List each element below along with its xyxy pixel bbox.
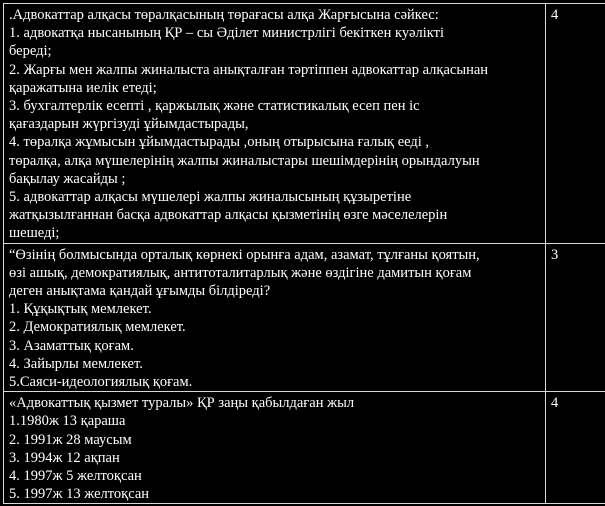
question-cell-3 (4, 392, 546, 504)
question-line: 4. Зайырлы мемлекет. (9, 355, 143, 372)
answer-cell-2: 3 (546, 243, 605, 392)
question-line: қағаздарын жүргізуді ұйымдастырады, (9, 116, 249, 133)
table-row (4, 243, 605, 392)
question-line: 1. Құқықтық мемлекет. (9, 301, 152, 318)
question-line: 3. бухгалтерлік есепті , қаржылық және статистикалық есеп пен іс (9, 98, 420, 115)
question-cell-2 (4, 243, 546, 392)
question-line: 1. адвокатқа нысанының ҚР – сы Әділет министрлігі бекіткен куәлікті (9, 25, 444, 42)
question-line: бақылау жасайды ; (9, 170, 126, 187)
question-line: өзі ашық, демократиялық, антитоталитарлық және өздігіне дамитын қоғам (9, 264, 472, 281)
question-line: қаражатына иелік етеді; (9, 79, 157, 96)
table-row (4, 392, 605, 504)
question-line: береді; (9, 43, 52, 60)
table-row (4, 4, 605, 244)
question-line: деген анықтама қандай ұғымды білдіреді? (9, 283, 271, 300)
question-line: 2. 1991ж 28 маусым (9, 431, 132, 448)
answer-cell-1: 4 (546, 4, 605, 244)
question-line: шешеді; (9, 225, 60, 242)
question-line: «Адвокаттық қызмет туралы» ҚР заңы қабылдаған жыл (9, 395, 355, 412)
question-line: 4. 1997ж 5 желтоқсан (9, 468, 142, 485)
questions-table (3, 3, 605, 504)
question-line: төралқа, алқа мүшелерінің жалпы жиналыстары шешімдерінің орындалуын (9, 152, 480, 169)
question-line: 3. Азаматтық қоғам. (9, 337, 134, 354)
question-cell-1 (4, 4, 546, 244)
question-line: 4. төралқа жұмысын ұйымдастырады ,оның отырысына ғалық ееді , (9, 134, 430, 151)
question-line: 5. адвокаттар алқасы мүшелері жалпы жиналысының құзыретіне (9, 189, 412, 206)
question-line: .Адвокаттар алқасы төралқасының төрағасы алқа Жарғысына сәйкес: (9, 7, 439, 23)
question-line: 2. Жарғы мен жалпы жиналыста анықталған тәртіппен адвокаттар алқасынан (9, 61, 489, 78)
question-line: 2. Демократиялық мемлекет. (9, 319, 186, 336)
question-line: 5. 1997ж 13 желтоқсан (9, 486, 150, 503)
question-line: 3. 1994ж 12 ақпан (9, 449, 120, 466)
answer-cell-3: 4 (546, 392, 605, 504)
question-line: “Өзінің болмысында орталық көрнекі орынға адам, азамат, тұлғаны қоятын, (9, 246, 480, 263)
question-line: 1.1980ж 13 қараша (9, 413, 126, 430)
question-line: жатқызылғаннан басқа адвокаттар алқасы қызметінің өзге мәселелерін (9, 207, 448, 224)
question-line: 5.Саяси-идеологиялық қоғам. (9, 374, 193, 391)
